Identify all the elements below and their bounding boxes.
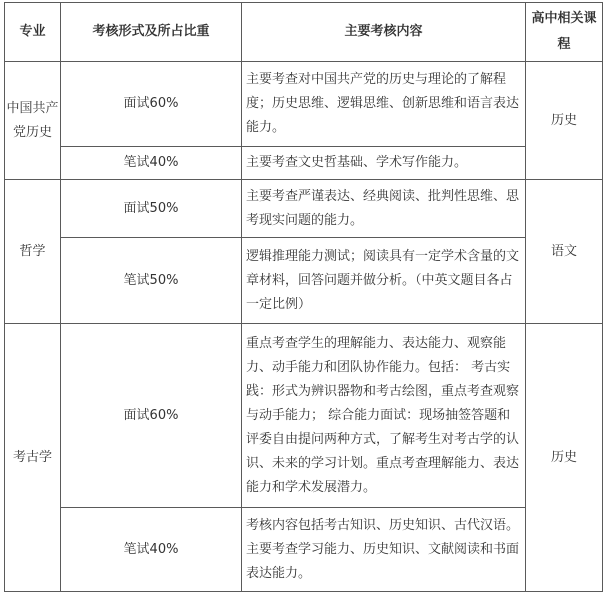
course-cell: 语文 xyxy=(526,180,603,324)
header-content: 主要考核内容 xyxy=(242,3,526,62)
header-major: 专业 xyxy=(5,3,61,62)
content-cell: 重点考查学生的理解能力、表达能力、观察能力、动手能力和团队协作能力。包括： 考古实践：形式为辨识器物和考古绘图，重点考查观察与动手能力； 综合能力面试：现场抽签答题和评委自由提问两种方式，了解考生对考古学的认识、未来的学习计划。重点考查理解能力、表达能力和学术发展潜力。 xyxy=(242,324,526,508)
table-row xyxy=(5,324,603,508)
course-cell: 历史 xyxy=(526,324,603,592)
table-row xyxy=(5,238,603,324)
table-row xyxy=(5,147,603,180)
table-row xyxy=(5,62,603,147)
form-cell: 笔试40% xyxy=(61,147,242,180)
table-row xyxy=(5,508,603,592)
content-cell: 主要考查对中国共产党的历史与理论的了解程度；历史思维、逻辑思维、创新思维和语言表达能力。 xyxy=(242,62,526,147)
content-cell: 主要考查严谨表达、经典阅读、批判性思维、思考现实问题的能力。 xyxy=(242,180,526,238)
form-cell: 笔试50% xyxy=(61,238,242,324)
major-cell: 哲学 xyxy=(5,180,61,324)
major-cell: 中国共产党历史 xyxy=(5,62,61,180)
header-course: 高中相关课程 xyxy=(526,3,603,62)
content-cell: 逻辑推理能力测试；阅读具有一定学术含量的文章材料，回答问题并做分析。（中英文题目各占一定比例） xyxy=(242,238,526,324)
form-cell: 面试60% xyxy=(61,62,242,147)
content-cell: 考核内容包括考古知识、历史知识、古代汉语。主要考查学习能力、历史知识、文献阅读和书面表达能力。 xyxy=(242,508,526,592)
content-cell: 主要考查文史哲基础、学术写作能力。 xyxy=(242,147,526,180)
form-cell: 面试60% xyxy=(61,324,242,508)
table-row xyxy=(5,180,603,238)
exam-requirements-table xyxy=(4,2,603,592)
table-header-row xyxy=(5,3,603,62)
major-cell: 考古学 xyxy=(5,324,61,592)
course-cell: 历史 xyxy=(526,62,603,180)
form-cell: 笔试40% xyxy=(61,508,242,592)
header-form: 考核形式及所占比重 xyxy=(61,3,242,62)
form-cell: 面试50% xyxy=(61,180,242,238)
